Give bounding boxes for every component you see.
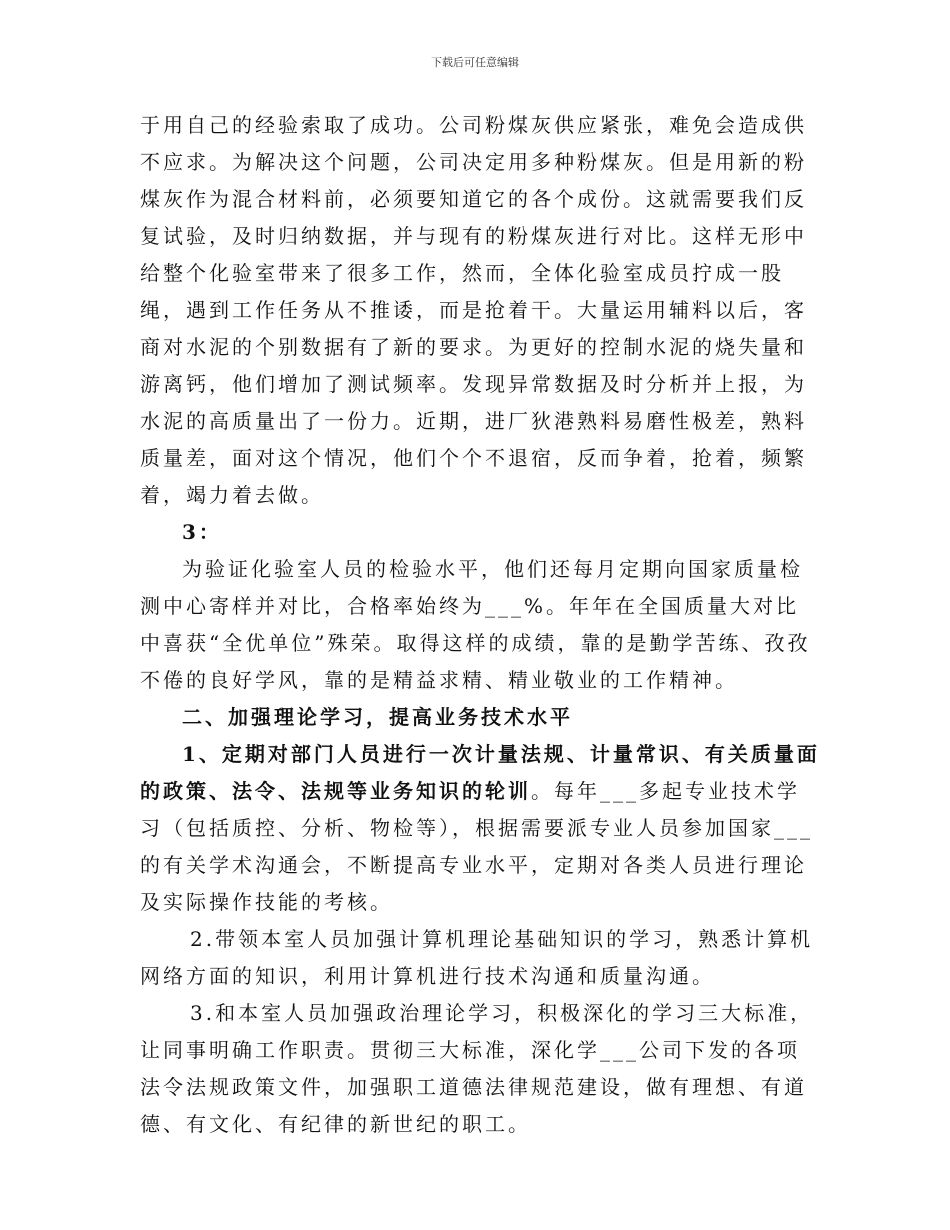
paragraph-2: 为验证化验室人员的检验水平，他们还每月定期向国家质量检测中心寄样并对比，合格率始终为___%。年年在全国质量大对比中喜获“全优单位”殊荣。取得这样的成绩，靠的是勤学苦练、孜孜不倦的良好学风，靠的是精益求精、精业敬业的工作精神。 — [140, 557, 811, 692]
paragraph-1: 于用自己的经验索取了成功。公司粉煤灰供应紧张，难免会造成供不应求。为解决这个问题，公司决定用多种粉煤灰。但是用新的粉煤灰作为混合材料前，必须要知道它的各个成份。这就需要我们反复试验，及时归纳数据，并与现有的粉煤灰进行对比。这样无形中给整个化验室带来了很多工作，然而，全体化验室成员拧成一股绳，遇到工作任务从不推诿，而是抢着干。大量运用辅料以后，客商对水泥的个别数据有了新的要求。为更好的控制水泥的烧失量和游离钙，他们增加了测试频率。发现异常数据及时分析并上报，为水泥的高质量出了一份力。近期，进厂狄港熟料易磨性极差，熟料质量差，面对这个情况，他们个个不退宿，反而争着，抢着，频繁着，竭力着去做。 — [140, 113, 807, 507]
subheading-3: 3： — [182, 520, 222, 544]
page-header: 下载后可任意编辑 — [431, 56, 519, 69]
paragraph-5: 3.和本室人员加强政治理论学习，积极深化的学习三大标准，让同事明确工作职责。贯彻三大标准，深化学___公司下发的各项法令法规政策文件，加强职工道德法律规范建设，做有理想、有道德、有文化、有纪律的新世纪的职工。 — [140, 1001, 814, 1136]
document-body — [140, 107, 820, 1143]
paragraph-3-bold: 1、定期对部门人员进行一次计量法规、计量常识、有关质量面的政策、法令、法规等业务知识的轮训 — [140, 742, 820, 803]
paragraph-3-rest: 。每年___多起专业技术学习（包括质控、分析、物检等），根据需要派专业人员参加国家___的有关学术沟通会，不断提高专业水平，定期对各类人员进行理论及实际操作技能的考核。 — [140, 779, 813, 914]
paragraph-4: 2.带领本室人员加强计算机理论基础知识的学习，熟悉计算机网络方面的知识，利用计算机进行技术沟通和质量沟通。 — [140, 927, 814, 988]
paragraph-3 — [140, 736, 820, 921]
section-heading-2: 二、加强理论学习，提高业务技术水平 — [182, 705, 573, 729]
